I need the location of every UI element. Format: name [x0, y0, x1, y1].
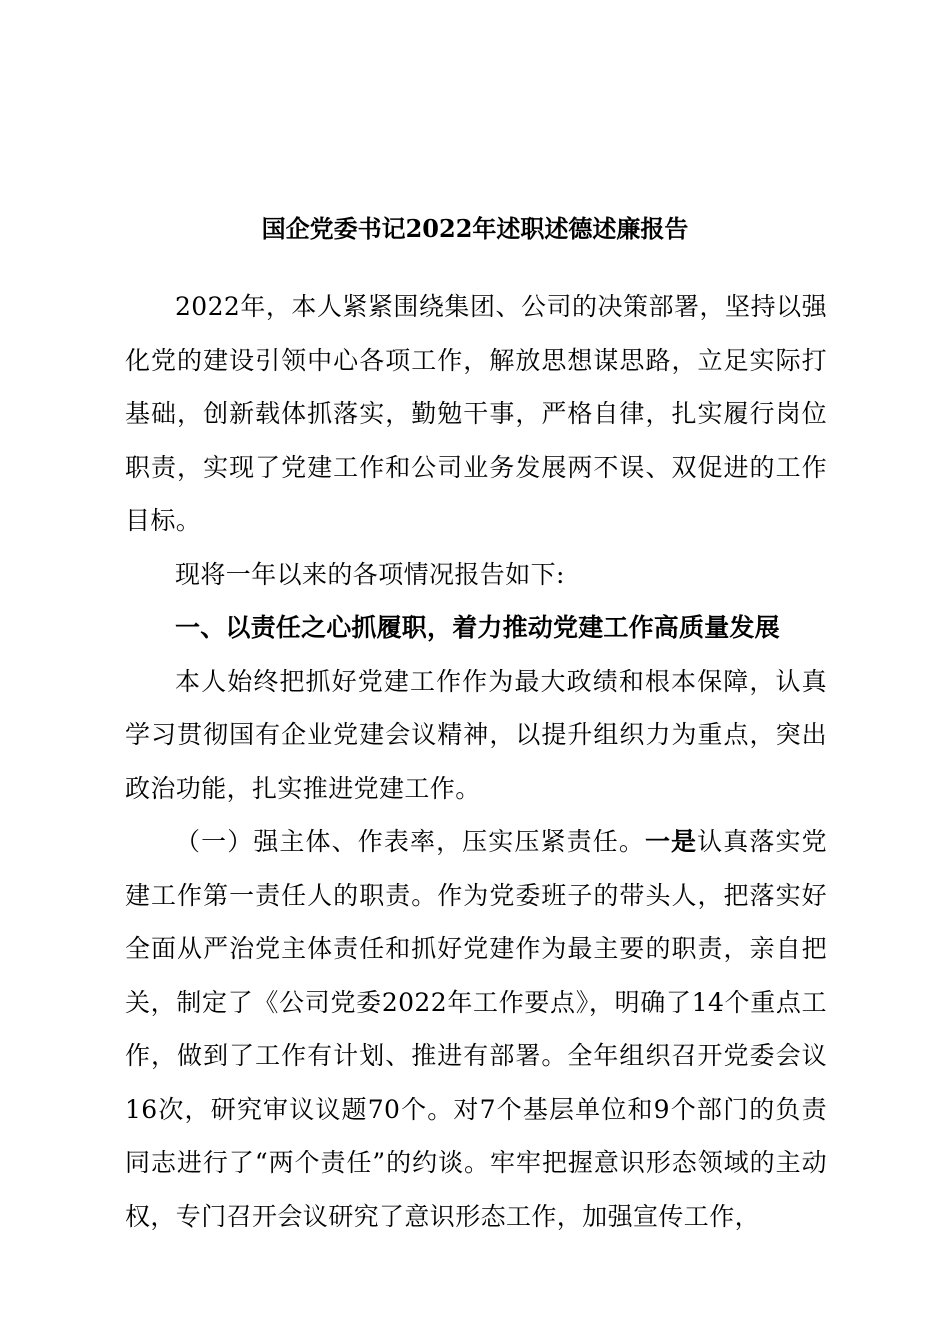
report-lead-paragraph: 现将一年以来的各项情况报告如下: [175, 559, 565, 589]
subsection-1-paragraph [125, 815, 827, 1243]
section-1-paragraph: 本人始终把抓好党建工作作为最大政绩和根本保障，认真学习贯彻国有企业党建会议精神，以提升组织力为重点，突出政治功能，扎实推进党建工作。 [125, 666, 827, 803]
document-title: 国企党委书记2022年述职述德述廉报告 [261, 214, 689, 243]
subsection-1-body: 认真落实党建工作第一责任人的职责。作为党委班子的带头人，把落实好全面从严治党主体责任和抓好党建作为最主要的职责，亲自把关，制定了《公司党委2022年工作要点》，明确了14个重点工作，做到了工作有计划、推进有部署。全年组织召开党委会议16次，研究审议议题70个。对7个基层单位和9个部门的负责同志进行了“两个责任”的约谈。牢牢把握意识形态领域的主动权，专门召开会议研究了意识形态工作，加强宣传工作， [125, 827, 827, 1231]
document-body [125, 280, 827, 1243]
intro-paragraph: 2022年，本人紧紧围绕集团、公司的决策部署，坚持以强化党的建设引领中心各项工作，解放思想谋思路，立足实际打基础，创新载体抓落实，勤勉干事，严格自律，扎实履行岗位职责，实现了党建工作和公司业务发展两不误、双促进的工作目标。 [125, 292, 827, 535]
subsection-1-emphasis: 一是 [644, 827, 698, 856]
section-1-heading: 一、以责任之心抓履职，着力推动党建工作高质量发展 [175, 613, 780, 642]
subsection-1-lead: （一）强主体、作表率，压实压紧责任。 [175, 827, 645, 856]
